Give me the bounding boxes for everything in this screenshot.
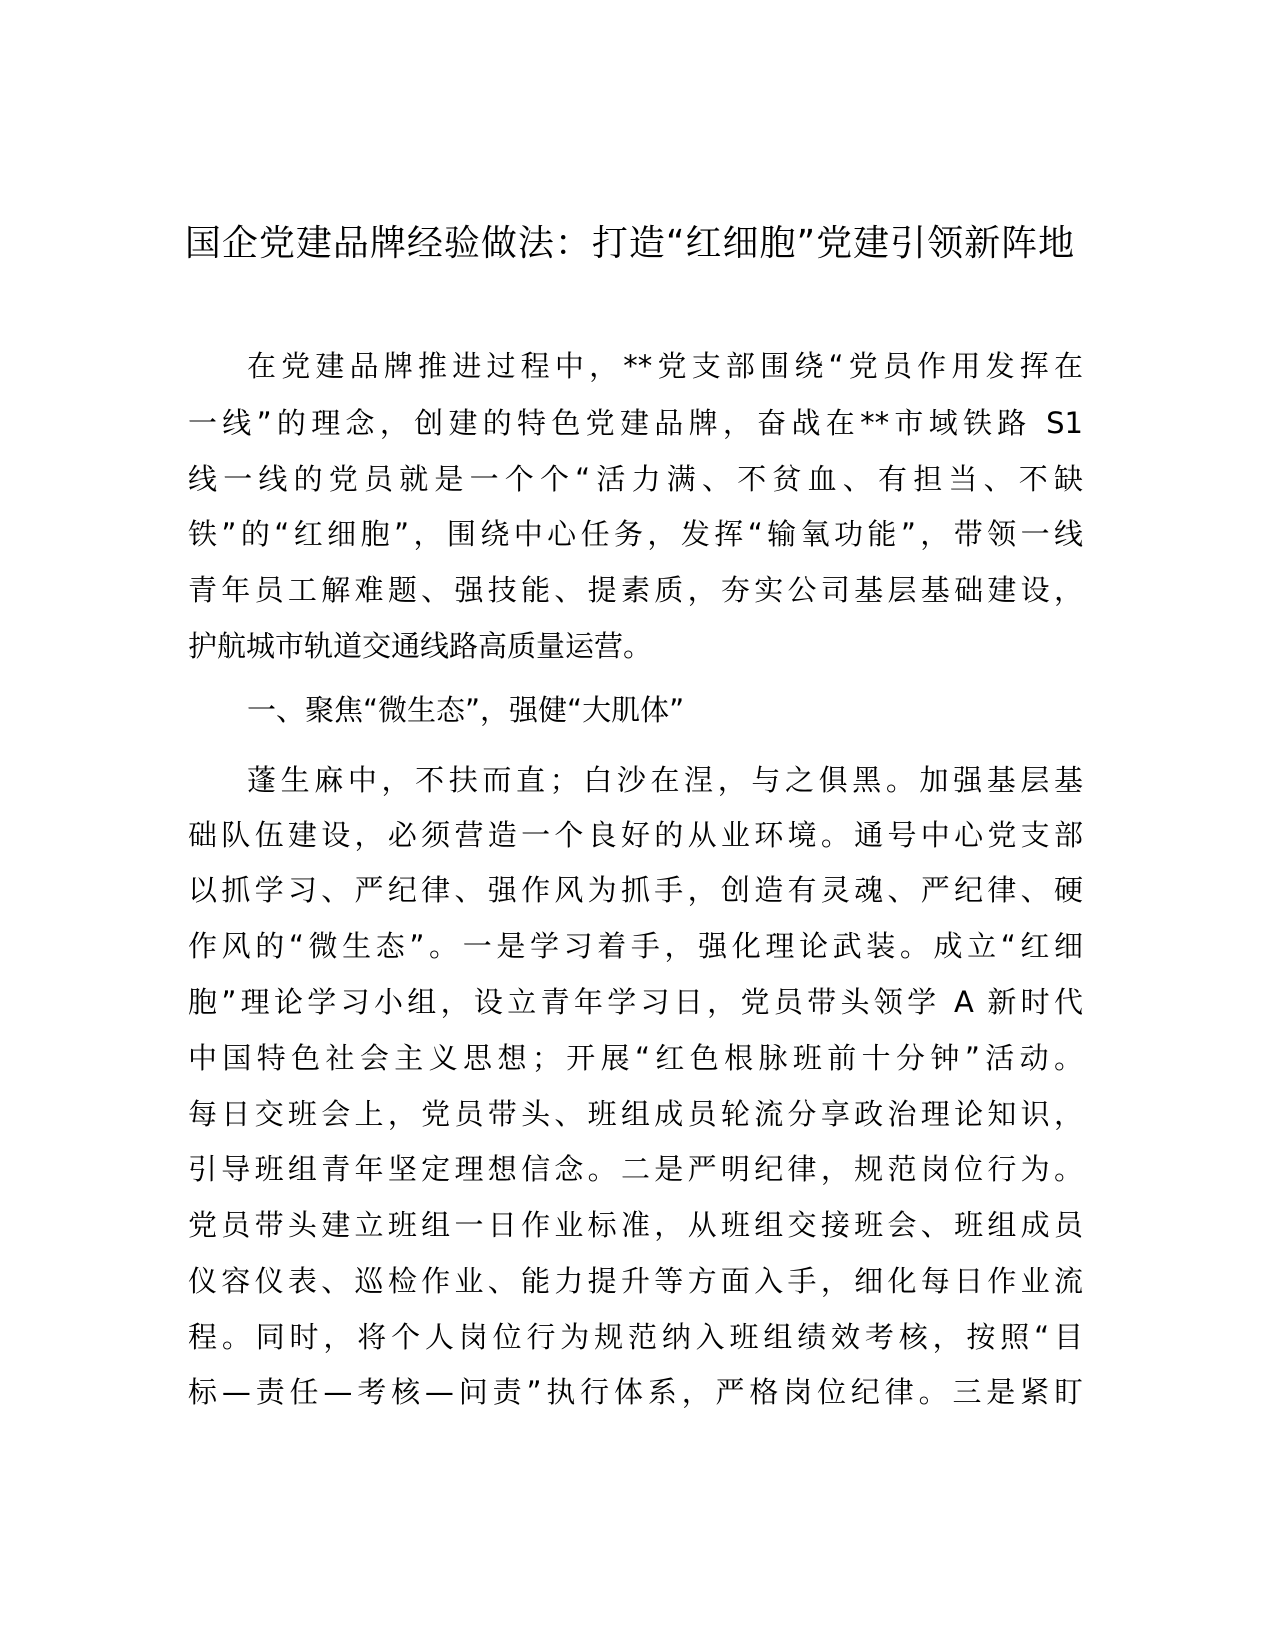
section-heading: 一、聚焦“微生态”，强健“大肌体” — [247, 693, 685, 727]
paragraph-line: 以抓学习、严纪律、强作风为抓手，创造有灵魂、严纪律、硬 — [188, 873, 1083, 907]
paragraph-line: 础队伍建设，必须营造一个良好的从业环境。通号中心党支部 — [188, 818, 1083, 852]
paragraph-line: 一线”的理念，创建的特色党建品牌，奋战在**市域铁路 S1 — [188, 406, 1083, 440]
paragraph-line: 青年员工解难题、强技能、提素质，夯实公司基层基础建设， — [188, 573, 1083, 607]
paragraph-line: 在党建品牌推进过程中，**党支部围绕“党员作用发挥在 — [247, 349, 1083, 383]
paragraph-line: 引导班组青年坚定理想信念。二是严明纪律，规范岗位行为。 — [188, 1152, 1083, 1186]
paragraph-line: 中国特色社会主义思想；开展“红色根脉班前十分钟”活动。 — [188, 1041, 1083, 1075]
paragraph-line: 程。同时，将个人岗位行为规范纳入班组绩效考核，按照“目 — [188, 1320, 1083, 1354]
paragraph-line: 标—责任—考核—问责”执行体系，严格岗位纪律。三是紧盯 — [188, 1375, 1083, 1409]
paragraph-line: 铁”的“红细胞”，围绕中心任务，发挥“输氧功能”，带领一线 — [188, 517, 1083, 551]
paragraph-line: 蓬生麻中，不扶而直；白沙在涅，与之俱黑。加强基层基 — [247, 763, 1083, 797]
document-title: 国企党建品牌经验做法：打造“红细胞”党建引领新阵地 — [184, 223, 1076, 264]
paragraph-line: 护航城市轨道交通线路高质量运营。 — [188, 629, 653, 663]
paragraph-line: 每日交班会上，党员带头、班组成员轮流分享政治理论知识， — [188, 1097, 1083, 1131]
paragraph-line: 胞”理论学习小组，设立青年学习日，党员带头领学 A 新时代 — [188, 985, 1083, 1019]
paragraph-line: 仪容仪表、巡检作业、能力提升等方面入手，细化每日作业流 — [188, 1264, 1083, 1298]
paragraph-line: 线一线的党员就是一个个“活力满、不贫血、有担当、不缺 — [188, 462, 1083, 496]
paragraph-line: 党员带头建立班组一日作业标准，从班组交接班会、班组成员 — [188, 1208, 1083, 1242]
paragraph-line: 作风的“微生态”。一是学习着手，强化理论武装。成立“红细 — [188, 929, 1083, 963]
